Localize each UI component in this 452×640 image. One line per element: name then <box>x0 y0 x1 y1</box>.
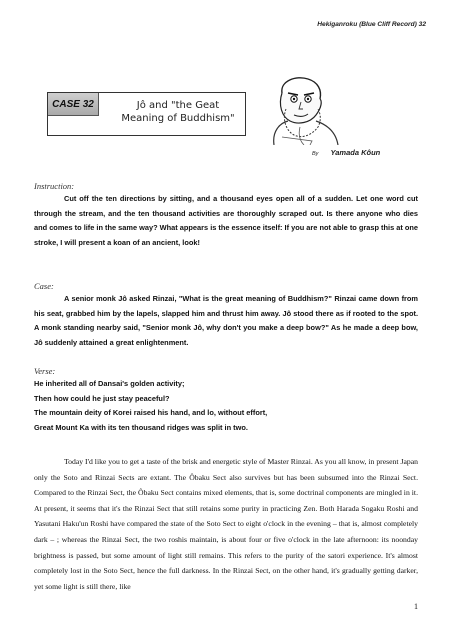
case-title-box <box>47 92 246 136</box>
instruction-section <box>34 180 418 250</box>
case-title: Jô and "the Geat Meaning of Buddhism" <box>121 100 235 124</box>
case-number-tab: CASE 32 <box>48 93 99 116</box>
instruction-label: Instruction: <box>34 181 75 191</box>
byline <box>312 148 380 157</box>
verse-line: Great Mount Ka with its ten thousand ridges was split in two. <box>34 422 248 432</box>
commentary-paragraph <box>34 454 418 594</box>
instruction-text-block <box>34 192 418 250</box>
case-label: Case: <box>34 281 54 291</box>
case-text-block <box>34 292 418 350</box>
page-number: 1 <box>414 602 418 611</box>
case-section <box>34 280 418 350</box>
instruction-text: Cut off the ten directions by sitting, and a thousand eyes open all of a sudden. Let one word cut through the stream, and the ten thousand activities are thoroughly scraped out. Is there anyone who dies and comes to life in the same way? What appears is the essence itself: If you are not able to grasp this at one stroke, I will present a koan of an ancient, look! <box>34 194 419 247</box>
running-head: Hekiganroku (Blue Cliff Record) 32 <box>317 21 426 28</box>
verse-line: The mountain deity of Korei raised his hand, and lo, without effort, <box>34 408 268 417</box>
commentary-text: Today I'd like you to get a taste of the brisk and energetic style of Master Rinzai. As you all know, in present Japan only the Soto and Rinzai Sects are extant. The Ôbaku Sect also survives but has been subsumed into the Rinzai Sect. Compared to the Rinzai Sect, the Ôbaku Sect contains mixed elements, that is, some doctrinal components are mingled in it. At present, it seems that it's the Rinzai Sect that still retains some purity in practicing Zen. Both Harada Sogaku Roshi and Yasutani Haku'un Roshi have compared the state of the Soto Sect to eight o'clock in the evening – that is, almost completely dark – ; whereas the Rinzai Sect, the two roshis maintain, is about four or five o'clock in the late afternoon: its noonday brightness is passed, but some amount of light still remains. This refers to the purity of the satori experience. It's almost completely lost in the Soto Sect, hence the full darkness. In the Rinzai Sect, on the other hand, it's gradually getting darker, yet some light is still there, like <box>34 457 418 591</box>
author-name: Yamada Kôun <box>330 148 381 157</box>
verse-line: He inherited all of Dansai's golden activity; <box>34 379 185 388</box>
verse-label: Verse: <box>34 366 56 376</box>
verse-line: Then how could he just stay peaceful? <box>34 393 170 403</box>
portrait-illustration <box>252 75 362 145</box>
byline-prefix: By <box>312 151 319 157</box>
case-text: A senior monk Jô asked Rinzai, "What is the great meaning of Buddhism?" Rinzai came down from his seat, grabbed him by the lapels, slapped him and thrust him away. Jô stood there as if rooted to the spot. A monk standing nearby said, "Senior monk Jô, why don't you make a deep bow?" As he made a deep bow, Jô suddenly attained a great enlightenment. <box>34 294 418 347</box>
verse-section <box>34 365 418 435</box>
